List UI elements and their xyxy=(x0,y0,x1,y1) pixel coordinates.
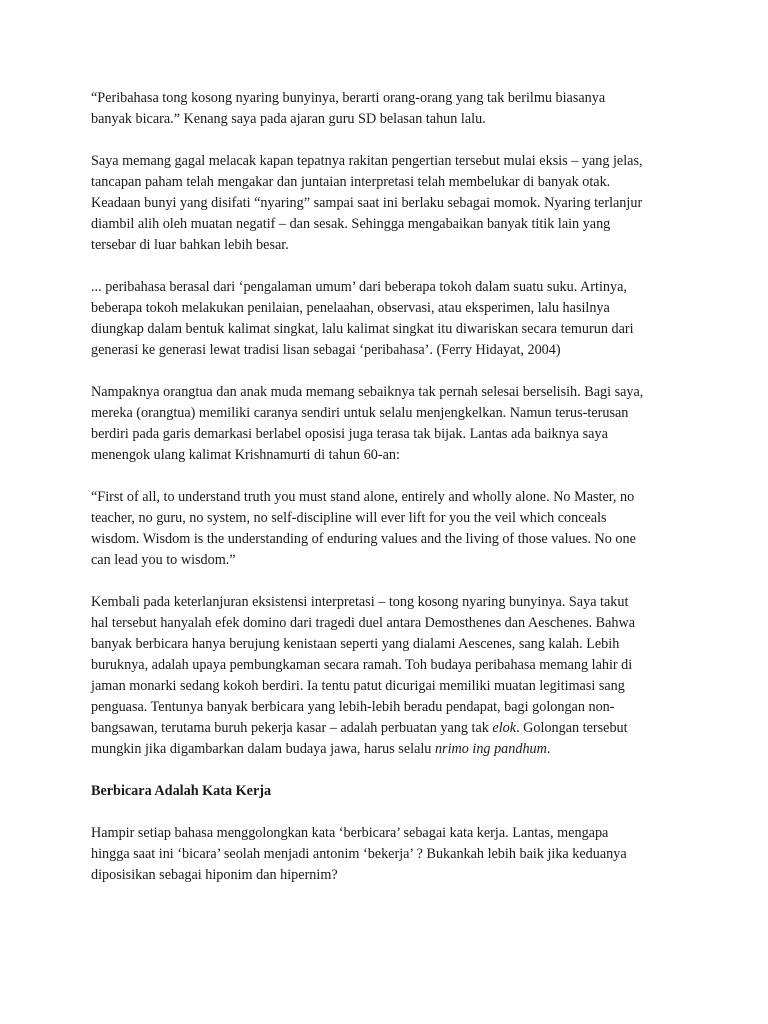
italic-text: elok xyxy=(492,720,517,736)
text-line: Nampaknya orangtua dan anak muda memang sebaiknya tak pernah selesai berselisih. Bagi saya, xyxy=(91,384,644,400)
text-line: “Peribahasa tong kosong nyaring bunyinya, berarti orang-orang yang tak berilmu biasanya xyxy=(91,90,606,106)
text-line: hingga saat ini ‘bicara’ seolah menjadi antonim ‘bekerja’ ? Bukankah lebih baik jika keduanya xyxy=(91,846,627,862)
document-body xyxy=(91,88,686,907)
text-segment: mungkin jika digambarkan dalam budaya jawa, harus selalu xyxy=(91,741,435,757)
text-line: hal tersebut hanyalah efek domino dari tragedi duel antara Demosthenes dan Aeschenes. Bahwa xyxy=(91,615,636,631)
text-line: Kembali pada keterlanjuran eksistensi interpretasi – tong kosong nyaring bunyinya. Saya takut xyxy=(91,594,629,610)
text-line: tersebar di luar bahkan lebih besar. xyxy=(91,237,289,253)
krishnamurti-quote xyxy=(91,487,686,571)
text-line: ... peribahasa berasal dari ‘pengalaman umum’ dari beberapa tokoh dalam suatu suku. Artinya, xyxy=(91,279,627,295)
text-line: Hampir setiap bahasa menggolongkan kata ‘berbicara’ sebagai kata kerja. Lantas, mengapa xyxy=(91,825,609,841)
text-line: buruknya, adalah upaya pembungkaman secara ramah. Toh budaya peribahasa memang lahir di xyxy=(91,657,633,673)
text-line: beberapa tokoh melakukan penilaian, penelaahan, observasi, atau eksperimen, lalu hasilnya xyxy=(91,300,610,316)
text-line: berdiri pada garis demarkasi berlabel oposisi juga terasa tak bijak. Lantas ada baiknya saya xyxy=(91,426,608,442)
paragraph-2 xyxy=(91,151,686,256)
text-line: jaman monarki sedang kokoh berdiri. Ia tentu patut dicurigai memiliki muatan legitimasi sang xyxy=(91,678,625,694)
text-line: Keadaan bunyi yang disifati “nyaring” sampai saat ini berlaku sebagai momok. Nyaring terlanjur xyxy=(91,195,643,211)
text-line xyxy=(91,718,686,739)
text-line: diungkap dalam bentuk kalimat singkat, lalu kalimat singkat itu diwariskan secara temurun dari xyxy=(91,321,634,337)
text-segment: . Golongan tersebut xyxy=(516,720,628,736)
section-heading: Berbicara Adalah Kata Kerja xyxy=(91,783,272,799)
text-line: can lead you to wisdom.” xyxy=(91,552,236,568)
text-line: diposisikan sebagai hiponim dan hipernim? xyxy=(91,867,338,883)
text-line: teacher, no guru, no system, no self-discipline will ever lift for you the veil which conceals xyxy=(91,510,607,526)
text-line: Saya memang gagal melacak kapan tepatnya rakitan pengertian tersebut mulai eksis – yang jelas, xyxy=(91,153,643,169)
text-line: mereka (orangtua) memiliki caranya sendiri untuk selalu menjengkelkan. Namun terus-terusan xyxy=(91,405,629,421)
text-line: banyak bicara.” Kenang saya pada ajaran guru SD belasan tahun lalu. xyxy=(91,111,486,127)
text-segment: . xyxy=(546,741,551,757)
paragraph-6 xyxy=(91,592,686,760)
text-line: tancapan paham telah mengakar dan juntaian interpretasi telah membelukar di banyak otak. xyxy=(91,174,611,190)
text-line: penguasa. Tentunya banyak berbicara yang lebih-lebih beradu pendapat, bagi golongan non- xyxy=(91,699,615,715)
italic-text: nrimo ing pandhum xyxy=(434,741,547,757)
text-line: diambil alih oleh muatan negatif – dan sesak. Sehingga mengabaikan banyak titik lain yang xyxy=(91,216,611,232)
quote-paragraph xyxy=(91,277,686,361)
paragraph-1 xyxy=(91,88,686,130)
text-segment: bangsawan, terutama buruh pekerja kasar – adalah perbuatan yang tak xyxy=(91,720,493,736)
text-line: “First of all, to understand truth you must stand alone, entirely and wholly alone. No Master, no xyxy=(91,489,635,505)
text-line: generasi ke generasi lewat tradisi lisan sebagai ‘peribahasa’. (Ferry Hidayat, 2004) xyxy=(91,342,561,358)
text-line: wisdom. Wisdom is the understanding of enduring values and the living of those values. No one xyxy=(91,531,636,547)
paragraph-4 xyxy=(91,382,686,466)
paragraph-7 xyxy=(91,823,686,886)
text-line: banyak berbicara hanya berujung kenistaan seperti yang dialami Aescenes, sang kalah. Lebih xyxy=(91,636,620,652)
text-line xyxy=(91,739,686,760)
text-line: menengok ulang kalimat Krishnamurti di tahun 60-an: xyxy=(91,447,400,463)
